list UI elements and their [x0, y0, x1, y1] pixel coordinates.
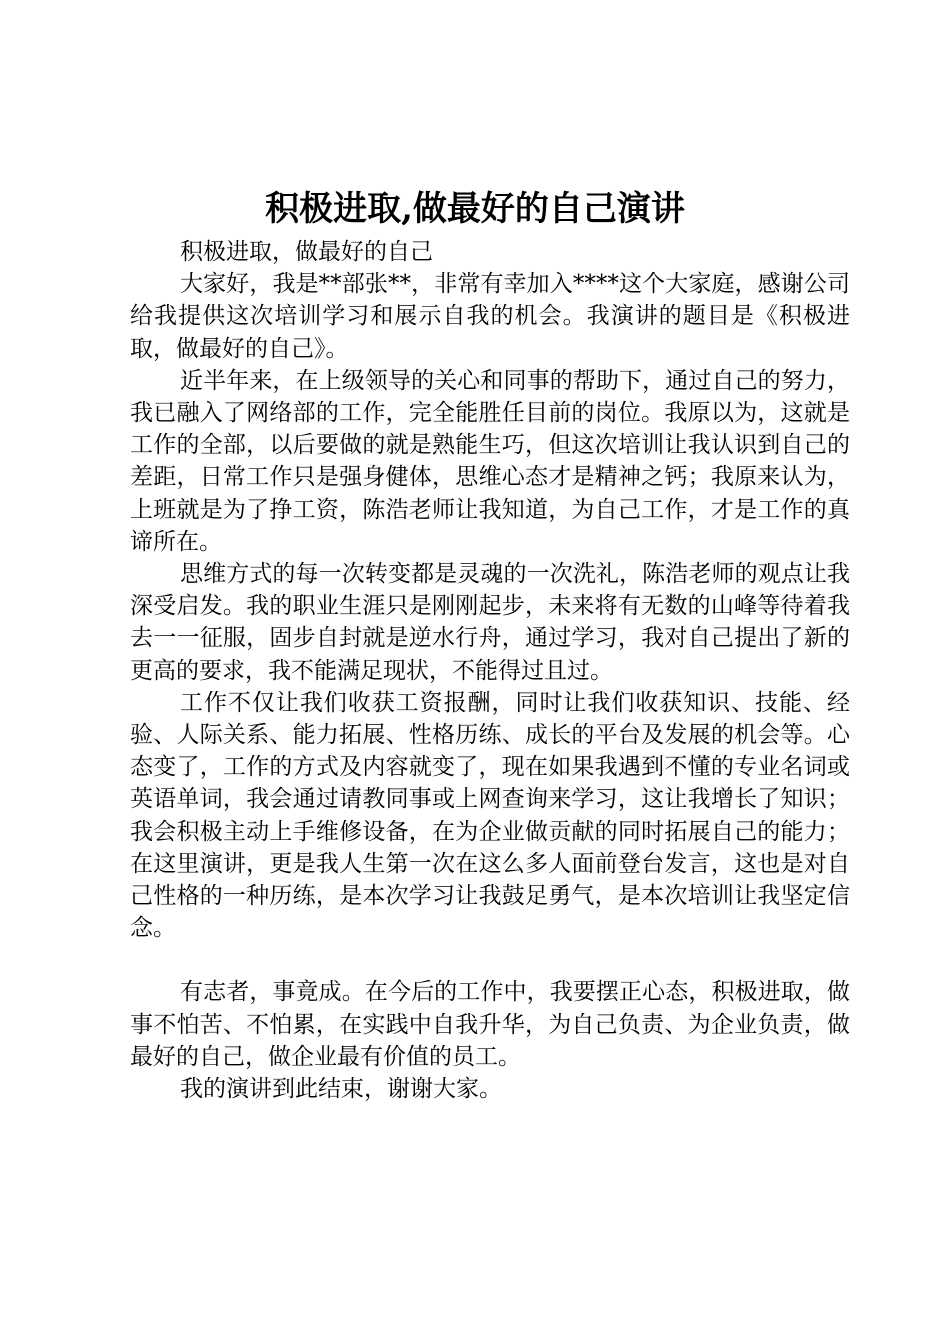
closing-paragraph: 我的演讲到此结束，谢谢大家。: [180, 1076, 502, 1103]
body-paragraph: 工作不仅让我们收获工资报酬，同时让我们收获知识、技能、经验、人际关系、能力拓展、性格历练、成长的平台及发展的机会等。心态变了，工作的方式及内容就变了，现在如果我遇到不懂的专业名词或英语单词，我会通过请教同事或上网查询来学习，这让我增长了知识；我会积极主动上手维修设备，在为企业做贡献的同时拓展自己的能力；在这里演讲，更是我人生第一次在这么多人面前登台发言，这也是对自己性格的一种历练，是本次学习让我鼓足勇气，是本次培训让我坚定信念。: [130, 689, 850, 942]
speech-subtitle-paragraph: 积极进取，做最好的自己: [180, 239, 433, 265]
document-title: 积极进取,做最好的自己演讲: [265, 189, 685, 229]
body-paragraph: 近半年来，在上级领导的关心和同事的帮助下，通过自己的努力，我已融入了网络部的工作，完全能胜任目前的岗位。我原以为，这就是工作的全部，以后要做的就是熟能生巧，但这次培训让我认识到自己的差距，日常工作只是强身健体，思维心态才是精神之钙；我原来认为，上班就是为了挣工资，陈浩老师让我知道，为自己工作，才是工作的真谛所在。: [130, 367, 850, 555]
conclusion-paragraph: 有志者，事竟成。在今后的工作中，我要摆正心态，积极进取，做事不怕苦、不怕累，在实践中自我升华，为自己负责、为企业负责，做最好的自己，做企业最有价值的员工。: [130, 979, 850, 1070]
document-body: [130, 236, 850, 1105]
body-paragraph: 思维方式的每一次转变都是灵魂的一次洗礼，陈浩老师的观点让我深受启发。我的职业生涯只是刚刚起步，未来将有无数的山峰等待着我去一一征服，固步自封就是逆水行舟，通过学习，我对自己提出了新的更高的要求，我不能满足现状，不能得过且过。: [130, 561, 850, 684]
greeting-paragraph: 大家好，我是**部张**，非常有幸加入****这个大家庭，感谢公司给我提供这次培训学习和展示自我的机会。我演讲的题目是《积极进取，做最好的自己》。: [130, 271, 850, 362]
